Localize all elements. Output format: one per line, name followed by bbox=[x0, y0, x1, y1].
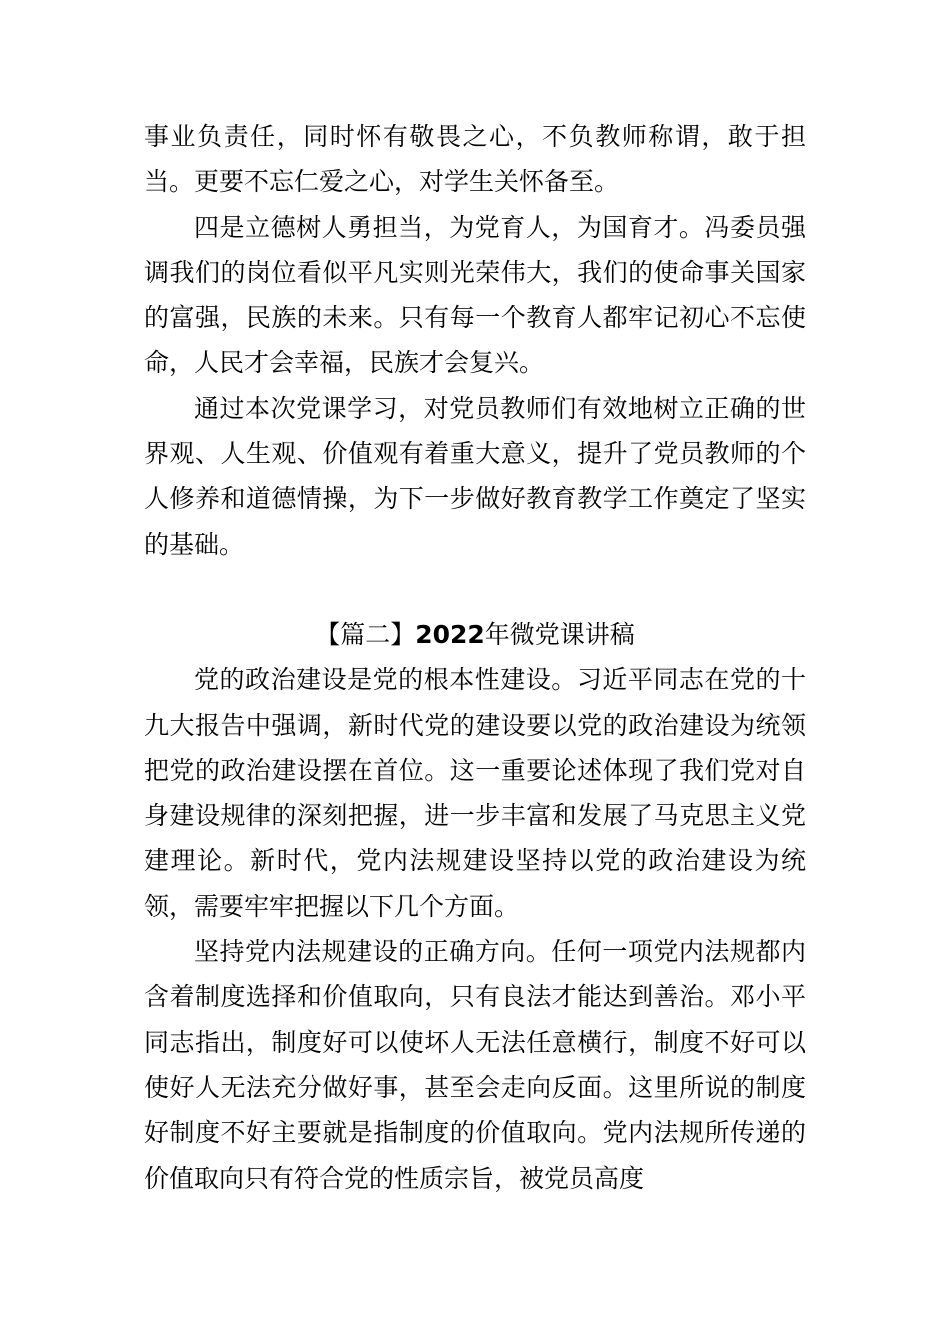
paragraph-political-construction: 党的政治建设是党的根本性建设。习近平同志在党的十九大报告中强调，新时代党的建设要以党的政治建设为统领把党的政治建设摆在首位。这一重要论述体现了我们党对自身建设规律的深刻把握，进一步丰富和发展了马克思主义党建理论。新时代，党内法规建设坚持以党的政治建设为统领，需要牢牢把握以下几个方面。 bbox=[144, 665, 806, 921]
paragraph-lide-shuren: 四是立德树人勇担当，为党育人，为国育才。冯委员强调我们的岗位看似平凡实则光荣伟大，我们的使命事关国家的富强，民族的未来。只有每一个教育人都牢记初心不忘使命，人民才会幸福，民族才会复兴。 bbox=[144, 212, 806, 378]
paragraph-conclusion: 通过本次党课学习，对党员教师们有效地树立正确的世界观、人生观、价值观有着重大意义，提升了党员教师的个人修养和道德情操，为下一步做好教育教学工作奠定了坚实的基础。 bbox=[144, 393, 806, 559]
paragraph-correct-direction: 坚持党内法规建设的正确方向。任何一项党内法规都内含着制度选择和价值取向，只有良法才能达到善治。邓小平同志指出，制度好可以使坏人无法任意横行，制度不好可以使好人无法充分做好事，甚至会走向反面。这里所说的制度好制度不好主要就是指制度的价值取向。党内法规所传递的价值取向只有符合党的性质宗旨，被党员高度 bbox=[144, 937, 806, 1193]
section-spacer bbox=[144, 567, 806, 612]
section-heading-year: 2022 bbox=[415, 619, 485, 649]
paragraph-continued: 事业负责任，同时怀有敬畏之心，不负教师称谓，敢于担当。更要不忘仁爱之心，对学生关怀备至。 bbox=[144, 122, 806, 197]
section-heading bbox=[144, 612, 806, 657]
section-heading-suffix: 年微党课讲稿 bbox=[484, 619, 635, 649]
document-body bbox=[144, 114, 806, 1201]
section-heading-prefix: 【篇二】 bbox=[315, 619, 416, 649]
